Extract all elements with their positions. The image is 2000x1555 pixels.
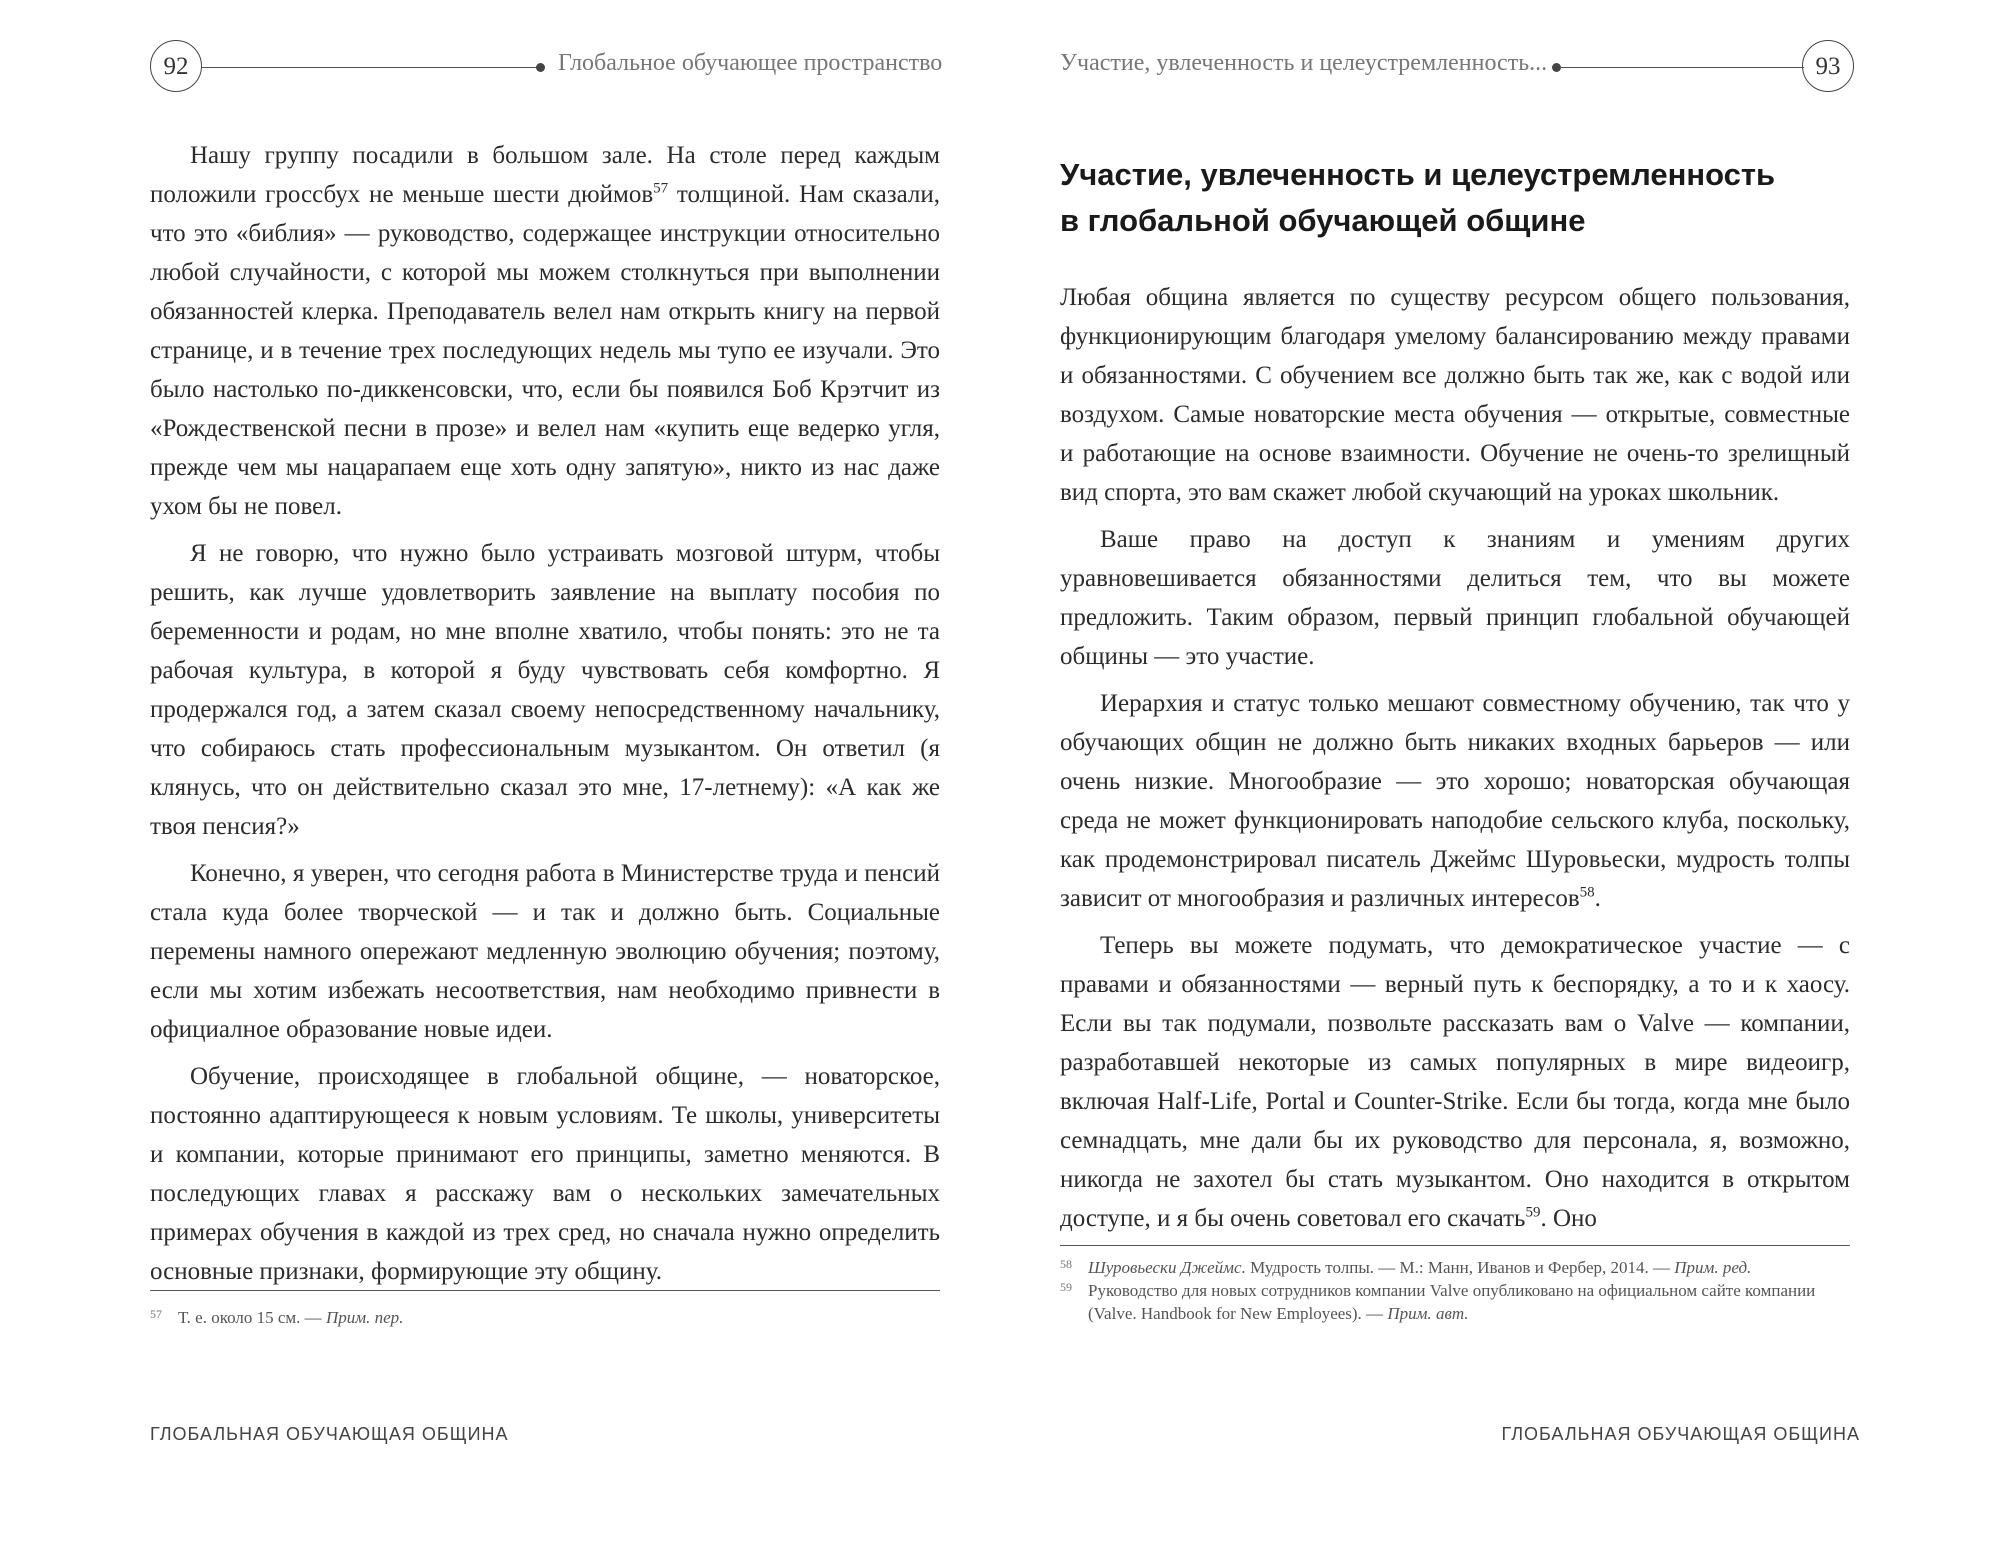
footnote-ref[interactable]: 57: [653, 180, 669, 197]
head-dot: [536, 63, 545, 72]
footnote-number: 57: [150, 1307, 162, 1321]
footnote: 59 Руководство для новых сотрудников компании Valve опубликовано на официальном сайте компании (Valve. Handbook for New Employees). — Прим. авт.: [1060, 1279, 1850, 1325]
footnote-number: 58: [1060, 1257, 1072, 1271]
footnote-number: 59: [1060, 1280, 1072, 1294]
page-number-right: 93: [1802, 40, 1854, 92]
paragraph: Любая община является по существу ресурсом общего пользования, функционирующим благодаря умелому балансированию между правами и обязанностями. С обучением все должно быть так же, как с водой или воздухом. Самые новаторские места обучения — открытые, совместные и работающие на основе взаимности. Обучение не очень-то зрелищный вид спорта, это вам скажет любой скучающий на уроках школьник.: [1060, 284, 1850, 506]
running-head-title: Участие, увлеченность и целеустремленность...: [1060, 50, 1548, 76]
footnote-ref[interactable]: 58: [1579, 884, 1595, 901]
footnote-rule: [1060, 1245, 1850, 1246]
bottom-banner-left: ГЛОБАЛЬНАЯ ОБУЧАЮЩАЯ ОБЩИНА: [150, 1424, 509, 1444]
right-body-text: [1060, 140, 1850, 1246]
footnote: 58 Шуровьески Джеймс. Мудрость толпы. — М.: Манн, Иванов и Фербер, 2014. — Прим. ред.: [1060, 1256, 1850, 1279]
head-rule: [1560, 67, 1804, 68]
head-rule: [202, 67, 540, 68]
footnote-rule: [150, 1290, 940, 1291]
right-footnotes: [1060, 1256, 1850, 1325]
footnote-ref[interactable]: 59: [1525, 1204, 1541, 1221]
right-page: [1000, 0, 2000, 1555]
paragraph: Конечно, я уверен, что сегодня работа в Министерстве труда и пенсий стала куда более творческой — и так и должно быть. Социальные перемены намного опережают медленную эволюцию обучения; поэтому, если мы хотим избежать несоответствия, нам необходимо привнести в официалное образование новые идеи.: [150, 860, 940, 1043]
page-number-left: 92: [150, 40, 202, 92]
left-body-text: [150, 136, 940, 1299]
bottom-banner-right: ГЛОБАЛЬНАЯ ОБУЧАЮЩАЯ ОБЩИНА: [1501, 1424, 1860, 1444]
footnote: 57 Т. е. около 15 см. — Прим. пер.: [150, 1306, 940, 1329]
paragraph: Иерархия и статус только мешают совместному обучению, так что у обучающих общин не должно быть никаких входных барьеров — или очень низкие. Многообразие — это хорошо; новаторская обучающая среда не может функционировать наподобие сельского клуба, поскольку, как продемонстрировал писатель Джеймс Шуровьески, мудрость толпы зависит от многообразия и различных интересов$^{58}$.: [1060, 690, 1850, 912]
left-footnotes: [150, 1306, 940, 1329]
paragraph: Нашу группу посадили в большом зале. На столе перед каждым положили гроссбух не меньше шести дюймов$^{57}$ толщиной. Нам сказали, что это «библия» — руководство, содержащее инструкции относительно любой случайности, с которой мы можем столкнуться при выполнении обязанностей клерка. Преподаватель велел нам открыть книгу на первой странице, и в течение трех последующих недель мы тупо ее изучали. Это было настолько по-диккенсовски, что, если бы появился Боб Крэтчит из «Рождественской песни в прозе» и велел нам «купить еще ведерко угля, прежде чем мы нацарапаем еще хоть одну запятую», никто из нас даже ухом бы не повел.: [150, 142, 940, 520]
paragraph: Обучение, происходящее в глобальной общине, — новаторское, постоянно адаптирующееся к новым условиям. Те школы, университеты и компании, которые принимают его принципы, заметно меняются. В последующих главах я расскажу вам о нескольких замечательных примерах обучения в каждой из трех сред, но сначала нужно определить основные признаки, формирующие эту общину.: [150, 1063, 940, 1285]
paragraph: Теперь вы можете подумать, что демократическое участие — с правами и обязанностями — верный путь к беспорядку, а то и к хаосу. Если вы так подумали, позвольте рассказать вам о Valve — компании, разработавшей некоторые из самых популярных в мире видеоигр, включая Half-Life, Portal и Counter-Strike. Если бы тогда, когда мне было семнадцать, мне дали бы их руководство для персонала, я, возможно, никогда не захотел бы стать музыкантом. Оно находится в открытом доступе, и я бы очень советовал его скачать$^{59}$. Оно: [1060, 932, 1850, 1232]
paragraph: Я не говорю, что нужно было устраивать мозговой штурм, чтобы решить, как лучше удовлетворить заявление на выплату пособия по беременности и родам, но мне вполне хватило, чтобы понять: это не та рабочая культура, в которой я буду чувствовать себя комфортно. Я продержался год, а затем сказал своему непосредственному начальнику, что собираюсь стать профессиональным музыкантом. Он ответил (я клянусь, что он действительно сказал это мне, 17-летнему): «А как же твоя пенсия?»: [150, 540, 940, 840]
paragraph: Ваше право на доступ к знаниям и умениям других уравновешивается обязанностями делиться тем, что вы можете предложить. Таким образом, первый принцип глобальной обучающей общины — это участие.: [1060, 526, 1850, 670]
running-head-title: Глобальное обучающее пространство: [558, 50, 943, 76]
chapter-heading: Участие, увлеченность и целеустремленность в глобальной обучающей общине: [1060, 157, 1776, 238]
